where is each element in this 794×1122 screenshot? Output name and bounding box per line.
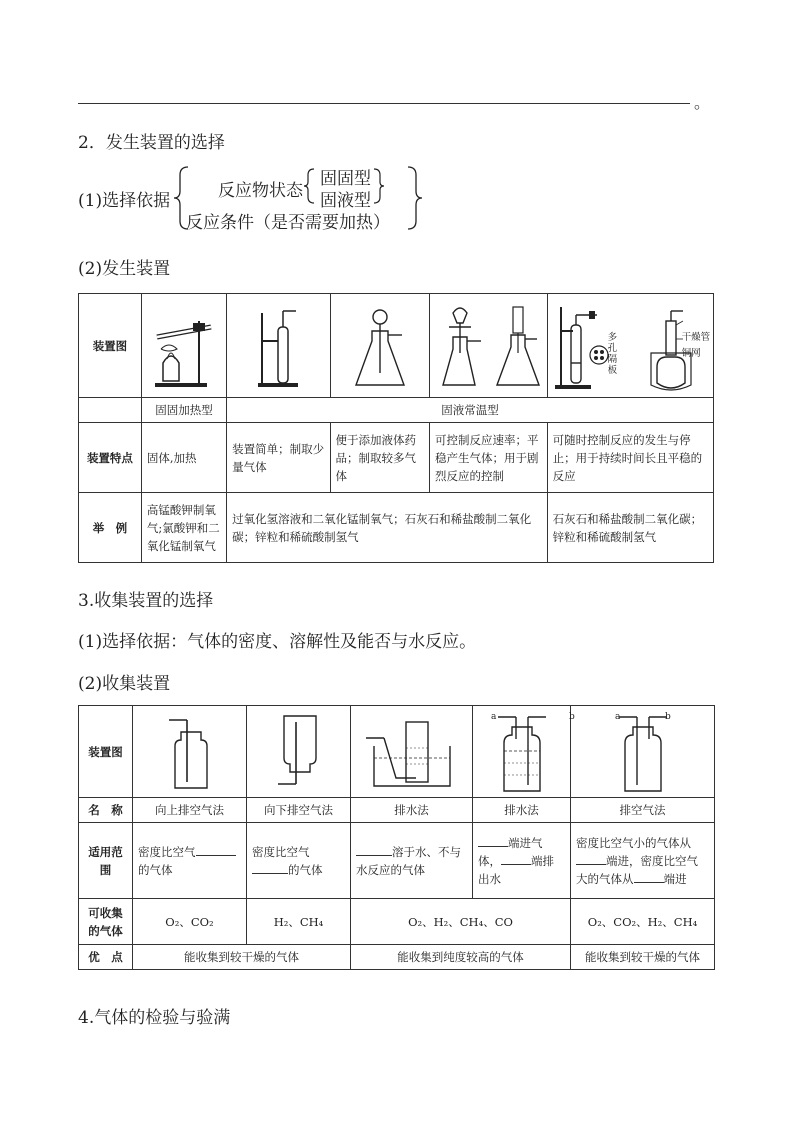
type-solid-heat: 固固加热型 xyxy=(141,398,226,423)
scope-cell: 端进气体， 端排出水 xyxy=(473,823,571,899)
row-label: 优 点 xyxy=(79,945,133,970)
answer-blank[interactable] xyxy=(501,852,531,865)
port-a-label: a xyxy=(491,712,497,722)
generator-devices-label: (2)发生装置 xyxy=(78,259,171,279)
selection-basis-label: (1)选择依据 xyxy=(78,191,171,211)
advantage-cell: 能收集到较干燥的气体 xyxy=(571,945,715,970)
reaction-condition: 反应条件（是否需要加热） xyxy=(186,213,390,233)
answer-blank[interactable] xyxy=(478,834,508,847)
solid-liquid-type: 固液型 xyxy=(320,191,371,211)
gas-cell: H₂、CH₄ xyxy=(247,899,351,945)
example-cell: 石灰石和稀盐酸制二氧化碳；锌粒和稀硫酸制氢气 xyxy=(547,493,713,563)
img-test-tube xyxy=(227,294,330,398)
table-row xyxy=(79,294,714,398)
example-cell: 过氧化氢溶液和二氧化锰制氧气；石灰石和稀盐酸制二氧化碳；锌粒和稀硫酸制氢气 xyxy=(227,493,548,563)
feature-cell: 固体,加热 xyxy=(141,423,226,493)
answer-blank[interactable] xyxy=(356,843,392,856)
row-label: 名 称 xyxy=(79,798,133,823)
gas-cell: O₂、CO₂ xyxy=(133,899,247,945)
dry-tube-label: 干燥管 xyxy=(681,332,711,343)
row-label: 装置特点 xyxy=(79,423,142,493)
answer-blank[interactable] xyxy=(252,861,288,874)
scope-cell: 密度比空气小的气体从 端进，密度比空气大的气体从 端进 xyxy=(571,823,715,899)
row-label: 装置图 xyxy=(79,294,142,398)
fill-in-line xyxy=(78,103,690,104)
table-row xyxy=(79,945,715,970)
feature-cell: 可控制反应速率；平稳产生气体；用于剧烈反应的控制 xyxy=(429,423,547,493)
table-row xyxy=(79,823,715,899)
port-b-label: b xyxy=(569,712,575,722)
scope-cell: 溶于水、不与水反应的气体 xyxy=(351,823,473,899)
method-name: 排水法 xyxy=(351,798,473,823)
feature-cell: 可随时控制反应的发生与停止；用于持续时间长且平稳的反应 xyxy=(547,423,713,493)
img-water-bottle xyxy=(473,706,575,798)
table-row xyxy=(79,899,715,945)
port-b-label: b xyxy=(665,712,671,722)
table-row xyxy=(79,798,715,823)
collection-table xyxy=(78,705,715,970)
img-water-trough xyxy=(351,706,473,798)
table-row xyxy=(79,706,715,798)
type-solid-liquid: 固液常温型 xyxy=(227,398,714,423)
gas-cell: O₂、H₂、CH₄、CO xyxy=(351,899,571,945)
scope-cell: 密度比空气 的气体 xyxy=(133,823,247,899)
porous-plate-label: 多孔隔板 xyxy=(607,332,618,376)
port-a-label: a xyxy=(615,712,621,722)
img-upward-air xyxy=(133,706,247,798)
advantage-cell: 能收集到纯度较高的气体 xyxy=(351,945,571,970)
img-solid-heat xyxy=(141,294,226,398)
inner-left-brace xyxy=(304,169,314,203)
table-row xyxy=(79,493,714,563)
collection-devices-label: (2)收集装置 xyxy=(78,674,171,694)
gas-cell: O₂、CO₂、H₂、CH₄ xyxy=(571,899,715,945)
table-row xyxy=(79,398,714,423)
scope-cell: 密度比空气 的气体 xyxy=(247,823,351,899)
answer-blank[interactable] xyxy=(196,843,236,856)
method-name: 排水法 xyxy=(473,798,571,823)
method-name: 向上排空气法 xyxy=(133,798,247,823)
section3-heading: 3.收集装置的选择 xyxy=(78,591,214,611)
img-separatory-funnel xyxy=(429,294,547,398)
solid-solid-type: 固固型 xyxy=(320,169,371,189)
table-row xyxy=(79,423,714,493)
copper-mesh-label: 铜网 xyxy=(681,348,701,359)
img-air-bottle xyxy=(571,706,715,798)
img-downward-air xyxy=(247,706,351,798)
right-brace xyxy=(408,167,422,229)
section2-heading: 2．发生装置的选择 xyxy=(78,133,225,153)
feature-cell: 便于添加液体药品；制取较多气体 xyxy=(330,423,429,493)
period-mark: 。 xyxy=(694,93,711,112)
answer-blank[interactable] xyxy=(634,870,664,883)
answer-blank[interactable] xyxy=(576,852,606,865)
row-label: 可收集的气体 xyxy=(79,899,133,945)
method-name: 向下排空气法 xyxy=(247,798,351,823)
advantage-cell: 能收集到较干燥的气体 xyxy=(133,945,351,970)
collection-basis: (1)选择依据：气体的密度、溶解性及能否与水反应。 xyxy=(78,632,477,652)
reactant-state: 反应物状态 xyxy=(218,181,303,201)
row-label: 举 例 xyxy=(79,493,142,563)
img-long-neck-funnel xyxy=(330,294,429,398)
inner-right-brace xyxy=(374,169,384,203)
generator-table xyxy=(78,293,714,563)
section4-heading: 4.气体的检验与验满 xyxy=(78,1008,231,1028)
feature-cell: 装置简单；制取少量气体 xyxy=(227,423,330,493)
img-controllable xyxy=(547,294,713,398)
example-cell: 高锰酸钾制氧气;氯酸钾和二氧化锰制氧气 xyxy=(141,493,226,563)
row-label: 装置图 xyxy=(79,706,133,798)
method-name: 排空气法 xyxy=(571,798,715,823)
row-label: 适用范围 xyxy=(79,823,133,899)
